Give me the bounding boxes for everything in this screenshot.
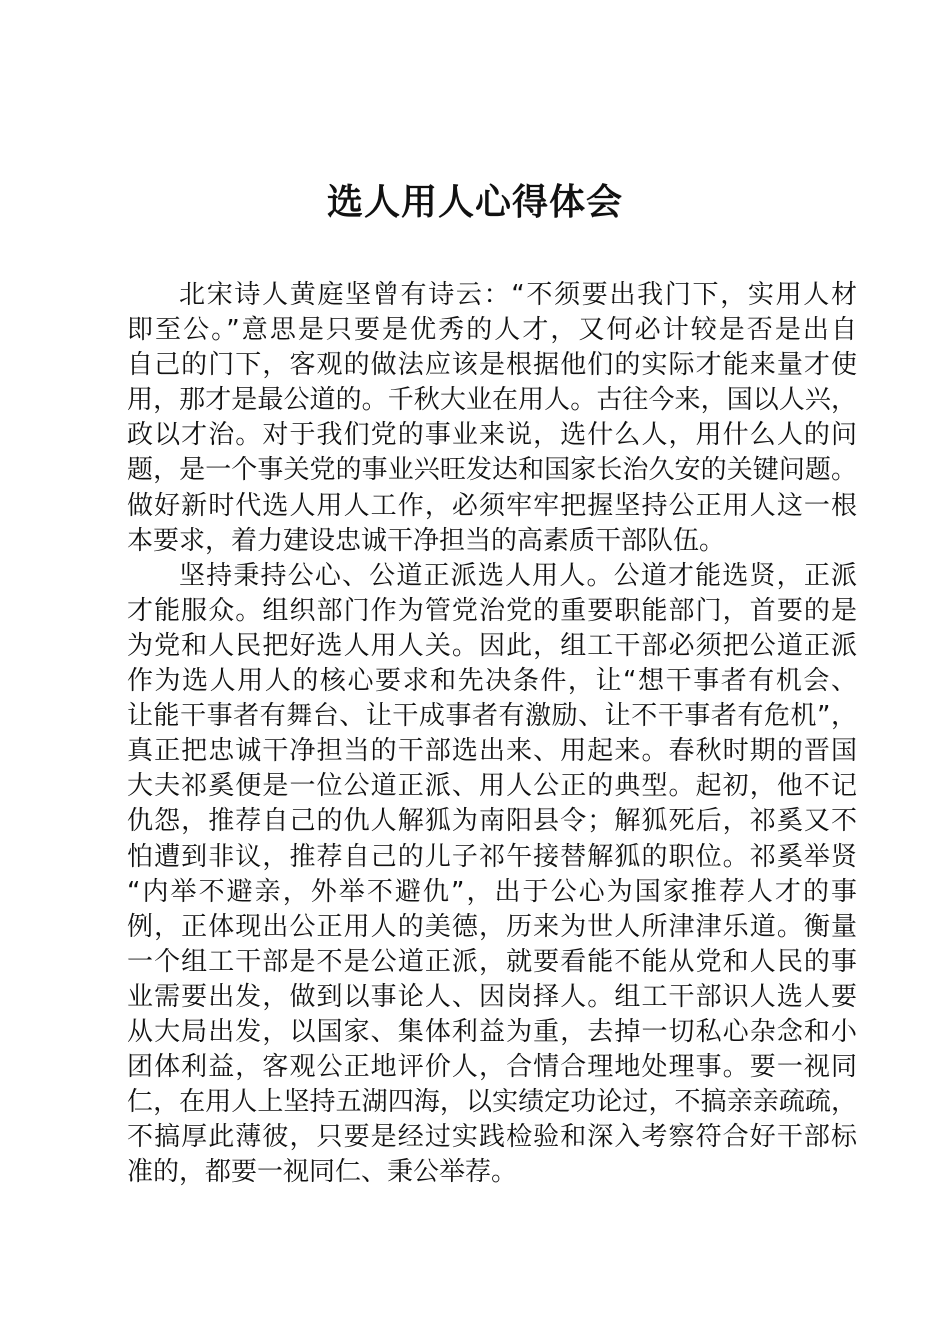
text-line: 从大局出发，以国家、集体利益为重，去掉一切私心杂念和小 [127, 1016, 857, 1047]
text-line: 才能服众。组织部门作为管党治党的重要职能部门，首要的是 [127, 595, 857, 626]
document-title: 选人用人心得体会 [326, 181, 623, 223]
text-line: 一个组工干部是不是公道正派，就要看能不能从党和人民的事 [127, 946, 857, 977]
text-line: 即至公。”意思是只要是优秀的人才，又何必计较是否是出自 [127, 315, 857, 346]
text-line: 坚持秉持公心、公道正派选人用人。公道才能选贤，正派 [179, 560, 857, 591]
paragraph-1 [127, 278, 857, 559]
text-line: 不搞厚此薄彼，只要是经过实践检验和深入考察符合好干部标 [127, 1122, 857, 1153]
text-line: 题，是一个事关党的事业兴旺发达和国家长治久安的关键问题。 [127, 455, 857, 486]
text-line: 自己的门下，客观的做法应该是根据他们的实际才能来量才使 [127, 350, 857, 381]
text-line: 北宋诗人黄庭坚曾有诗云：“不须要出我门下，实用人材 [179, 280, 857, 310]
text-line: 大夫祁奚便是一位公道正派、用人公正的典型。起初，他不记 [127, 771, 857, 802]
text-line: 业需要出发，做到以事论人、因岗择人。组工干部识人选人要 [127, 981, 857, 1012]
text-line: 仁，在用人上坚持五湖四海，以实绩定功论过，不搞亲亲疏疏， [127, 1087, 857, 1118]
text-line: 准的，都要一视同仁、秉公举荐。 [127, 1157, 518, 1188]
text-line: 让能干事者有舞台、让干成事者有激励、让不干事者有危机”， [127, 701, 857, 732]
text-line: 政以才治。对于我们党的事业来说，选什么人，用什么人的问 [127, 420, 857, 451]
text-line: “内举不避亲，外举不避仇”，出于公心为国家推荐人才的事 [127, 876, 857, 907]
text-line: 本要求，着力建设忠诚干净担当的高素质干部队伍。 [127, 525, 726, 556]
text-line: 为党和人民把好选人用人关。因此，组工干部必须把公道正派 [127, 630, 857, 661]
text-line: 怕遭到非议，推荐自己的儿子祁午接替解狐的职位。祁奚举贤 [127, 841, 857, 872]
paragraph-2 [127, 559, 857, 1191]
text-line: 做好新时代选人用人工作，必须牢牢把握坚持公正用人这一根 [127, 490, 857, 521]
text-line: 用，那才是最公道的。千秋大业在用人。古往今来，国以人兴， [127, 385, 857, 416]
document-body [127, 278, 857, 1190]
text-line: 真正把忠诚干净担当的干部选出来、用起来。春秋时期的晋国 [127, 736, 857, 767]
text-line: 例，正体现出公正用人的美德，历来为世人所津津乐道。衡量 [127, 911, 857, 942]
text-line: 作为选人用人的核心要求和先决条件，让“想干事者有机会、 [127, 666, 857, 697]
text-line: 团体利益，客观公正地评价人，合情合理地处理事。要一视同 [127, 1052, 857, 1083]
text-line: 仇怨，推荐自己的仇人解狐为南阳县令；解狐死后，祁奚又不 [127, 806, 857, 837]
